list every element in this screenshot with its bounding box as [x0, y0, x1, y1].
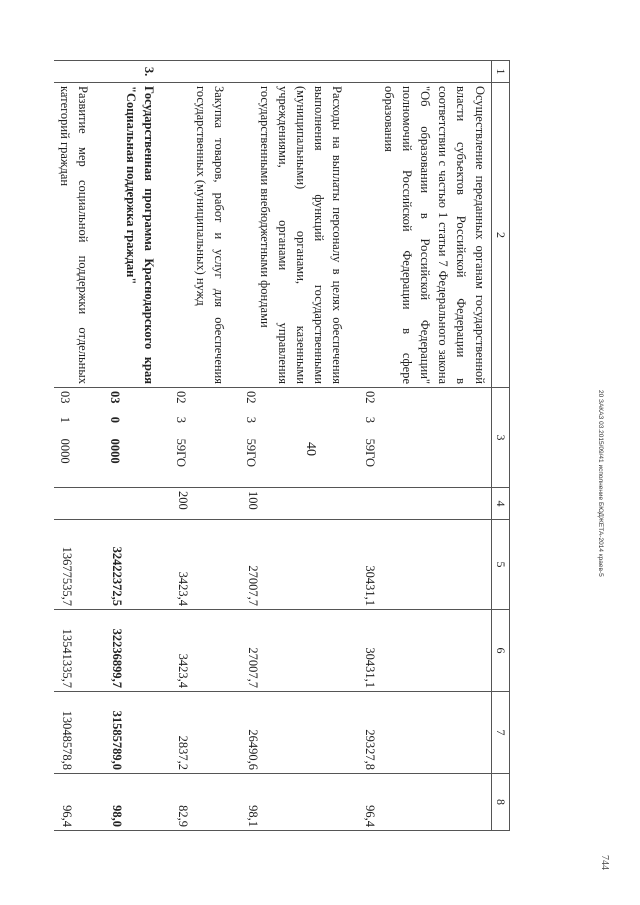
code-expense-type [358, 488, 491, 520]
code-subprogram: 3 [362, 416, 377, 424]
row-number [170, 61, 240, 83]
cell-approved: 30431,1 [358, 520, 491, 610]
footer-mark: 744 [599, 855, 610, 870]
cell-budget-list: 27007,7 [240, 610, 358, 692]
header-row [491, 61, 509, 831]
cell-approved: 27007,7 [240, 520, 358, 610]
cell-executed: 29327,8 [358, 692, 491, 774]
cell-percent: 82,9 [170, 774, 240, 831]
code-expense-type: 200 [170, 488, 240, 520]
row-number [240, 61, 358, 83]
cell-percent: 96,4 [54, 774, 104, 831]
code-subprogram: 3 [244, 416, 259, 424]
row-codes [170, 388, 240, 488]
code-program: 03 [108, 391, 123, 404]
cell-percent: 96,4 [358, 774, 491, 831]
code-direction: 59ГО [362, 438, 377, 468]
row-description: Закупка товаров, работ и услуг для обеспечения государственных (муниципальных) нужд [170, 83, 240, 388]
col-header: 4 [491, 488, 509, 520]
row-codes [54, 388, 104, 488]
row-description: Развитие мер социальной поддержки отдельных категорий граждан [54, 83, 104, 388]
code-direction: 59ГО [244, 438, 259, 468]
budget-table-page [57, 60, 510, 850]
footer-filename: 20 ЗАКАЗ 03.2015/09/41 исполнение БЮДЖЕТА-2014 краев-5 [597, 390, 604, 577]
row-description: Государственная программа Краснодарского края "Социальная поддержка граждан" [104, 83, 170, 388]
col-header: 1 [491, 61, 509, 83]
page-number: 40 [303, 442, 318, 456]
cell-executed: 31585789,0 [104, 692, 170, 774]
col-header: 2 [491, 83, 509, 388]
cell-budget-list: 32236899,7 [104, 610, 170, 692]
table-row [240, 61, 358, 831]
code-program: 02 [362, 391, 377, 404]
cell-percent: 98,0 [104, 774, 170, 831]
code-expense-type [104, 488, 170, 520]
row-description: Осуществление переданных органам государственной власти субъектов Российской Федерации в соответствии с частью 1 статьи 7 Федерального закона "Об образовании в Российской Федерации" полномочий Российской Федерации в сфере образования [358, 83, 491, 388]
cell-percent: 98,1 [240, 774, 358, 831]
row-number: 3. [104, 61, 170, 83]
cell-executed: 2837,2 [170, 692, 240, 774]
row-description: Расходы на выплаты персоналу в целях обеспечения выполнения функций государственными (муниципальными) органами, казенными учреждениями, органами управления государственными внебюджетными фондами [240, 83, 358, 388]
row-codes [358, 388, 491, 488]
row-number [358, 61, 491, 83]
code-expense-type: 100 [240, 488, 358, 520]
cell-approved: 13677535,7 [54, 520, 104, 610]
col-header: 6 [491, 610, 509, 692]
col-header: 3 [491, 388, 509, 488]
cell-approved: 32422372,5 [104, 520, 170, 610]
cell-executed: 26490,6 [240, 692, 358, 774]
code-subprogram: 0 [108, 416, 123, 424]
code-subprogram: 3 [174, 416, 189, 424]
cell-approved: 3423,4 [170, 520, 240, 610]
table-row [358, 61, 491, 831]
cell-budget-list: 13541335,7 [54, 610, 104, 692]
row-codes [240, 388, 358, 488]
table-row [104, 61, 170, 831]
code-program: 02 [244, 391, 259, 404]
cell-budget-list: 30431,1 [358, 610, 491, 692]
code-expense-type [54, 488, 104, 520]
col-header: 5 [491, 520, 509, 610]
row-codes [104, 388, 170, 488]
col-header: 8 [491, 774, 509, 831]
cell-executed: 13048578,8 [54, 692, 104, 774]
table-row [170, 61, 240, 831]
code-subprogram: 1 [58, 416, 73, 424]
code-direction: 59ГО [174, 438, 189, 468]
code-program: 02 [174, 391, 189, 404]
code-direction: 0000 [108, 438, 123, 464]
col-header: 7 [491, 692, 509, 774]
budget-table [54, 60, 510, 831]
code-program: 03 [58, 391, 73, 404]
table-row [54, 61, 104, 831]
cell-budget-list: 3423,4 [170, 610, 240, 692]
code-direction: 0000 [58, 438, 73, 464]
row-number [54, 61, 104, 83]
